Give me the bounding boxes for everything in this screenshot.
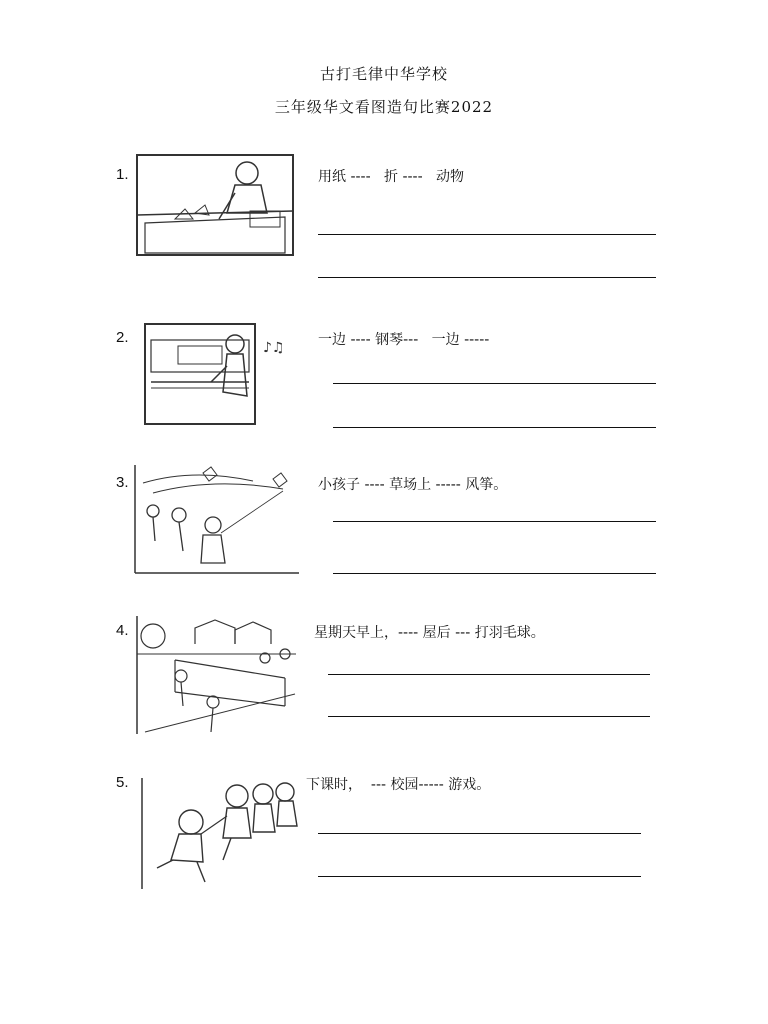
question-number-1: 1. [116, 166, 129, 183]
answer-line[interactable] [333, 383, 656, 384]
contest-title: 三年级华文看图造句比赛2022 [274, 98, 494, 116]
question-number-3: 3. [116, 474, 129, 491]
question-prompt-4: 星期天早上，---- 屋后 --- 打羽毛球。 [314, 625, 545, 641]
illustration-boy-folding-paper [135, 153, 295, 257]
answer-line[interactable] [328, 674, 650, 675]
answer-line[interactable] [333, 427, 656, 428]
illustration-badminton-behind-house [135, 614, 298, 736]
question-prompt-5: 下课时， --- 校园----- 游戏。 [306, 777, 491, 793]
illustration-girl-playing-piano [143, 322, 298, 426]
question-number-4: 4. [116, 622, 129, 639]
answer-line[interactable] [318, 277, 656, 278]
answer-line[interactable] [318, 833, 641, 834]
answer-line[interactable] [333, 573, 656, 574]
answer-line[interactable] [333, 521, 656, 522]
question-prompt-2: 一边 ---- 钢琴--- 一边 ----- [318, 332, 490, 348]
illustration-children-flying-kites [133, 463, 301, 575]
question-prompt-3: 小孩子 ---- 草场上 ----- 风筝。 [318, 477, 508, 493]
answer-line[interactable] [318, 234, 656, 235]
question-prompt-1: 用纸 ---- 折 ---- 动物 [318, 169, 465, 185]
svg-text:♪♫: ♪♫ [263, 340, 285, 356]
school-name: 古打毛律中华学校 [319, 65, 448, 83]
question-number-2: 2. [116, 329, 129, 346]
answer-line[interactable] [328, 716, 650, 717]
question-number-5: 5. [116, 774, 129, 791]
illustration-children-playing-at-school [139, 776, 305, 891]
answer-line[interactable] [318, 876, 641, 877]
